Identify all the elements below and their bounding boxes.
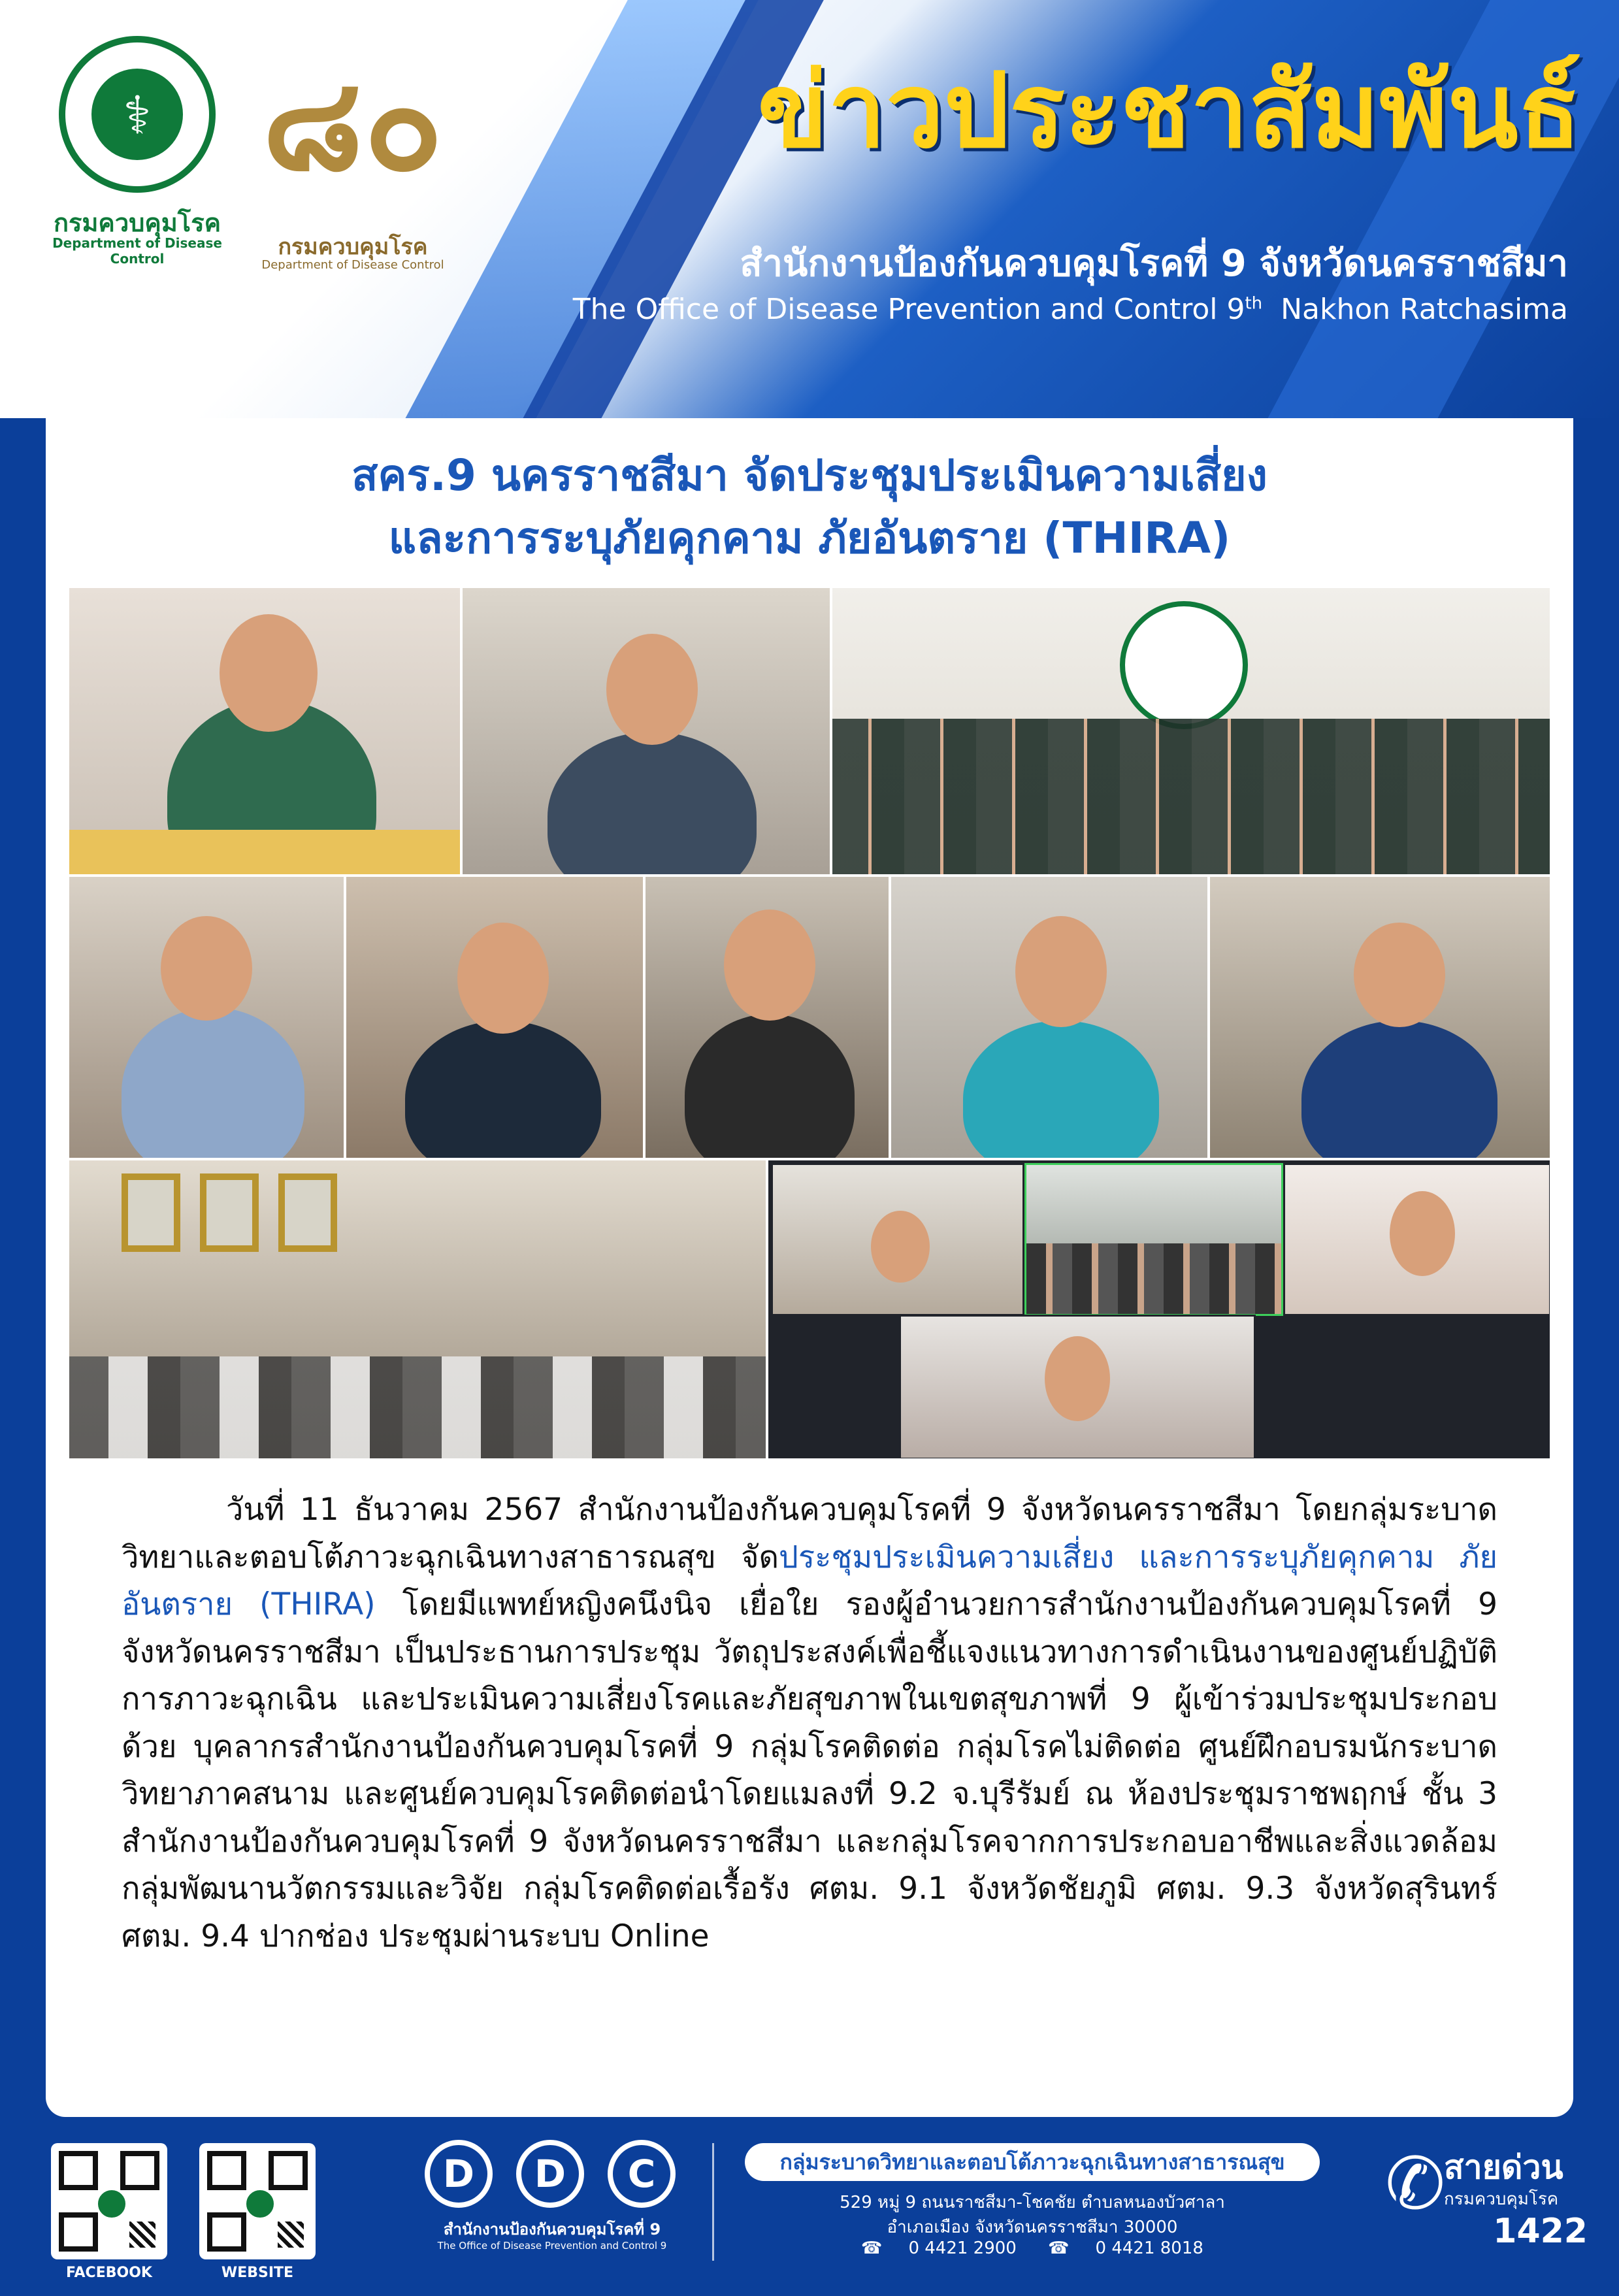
person-figure bbox=[548, 732, 757, 874]
hotline-subtitle: กรมควบคุมโรค bbox=[1444, 2189, 1559, 2209]
photo-group bbox=[832, 588, 1550, 874]
photo-participant bbox=[891, 877, 1207, 1158]
phone-number-2[interactable]: 0 4421 8018 bbox=[1095, 2239, 1203, 2258]
office-name-th: สำนักงานป้องกันควบคุมโรคที่ 9 จังหวัดนครราชสีมา bbox=[740, 242, 1568, 285]
ddc-office-name: สำนักงานป้องกันควบคุมโรคที่ 9 bbox=[443, 2220, 661, 2239]
qr-finder bbox=[59, 2151, 98, 2190]
phone-handset-icon: ✆ bbox=[1385, 2142, 1446, 2225]
phone-numbers bbox=[745, 2239, 1320, 2258]
qr-logo bbox=[95, 2188, 128, 2220]
person-head bbox=[161, 916, 252, 1021]
headline bbox=[46, 444, 1573, 570]
ddc-logo-letter: C bbox=[608, 2140, 676, 2208]
phone-icon: ☎ bbox=[1048, 2239, 1070, 2258]
anniversary-number: ๘๐ bbox=[262, 47, 444, 201]
ddc-office-name-en: The Office of Disease Prevention and Control 9 bbox=[437, 2240, 667, 2252]
qr-label-website: WEBSITE bbox=[221, 2265, 294, 2281]
qr-finder bbox=[120, 2151, 159, 2190]
headline-line-1: สคร.9 นครราชสีมา จัดประชุมประเมินความเสี่ยง bbox=[352, 450, 1267, 500]
qr-code-facebook[interactable] bbox=[51, 2143, 167, 2259]
video-tile bbox=[1283, 1163, 1550, 1316]
anniversary-logo bbox=[258, 26, 448, 216]
office-name-en-city: Nakhon Ratchasima bbox=[1262, 293, 1568, 326]
photo-online-meeting bbox=[768, 1160, 1550, 1458]
qr-pattern bbox=[278, 2222, 304, 2248]
hotline-title: สายด่วน bbox=[1444, 2148, 1563, 2186]
office-name-en bbox=[523, 293, 1568, 326]
anniversary-label: กรมควบคุมโรค bbox=[278, 234, 428, 260]
qr-finder bbox=[207, 2151, 246, 2190]
article-body bbox=[122, 1486, 1497, 1960]
page-title: ข่าวประชาสัมพันธ์ bbox=[757, 51, 1581, 171]
person-head bbox=[1045, 1336, 1110, 1421]
qr-label-facebook: FACEBOOK bbox=[66, 2265, 152, 2281]
ministry-sublabel: Department of Disease Control bbox=[52, 235, 222, 267]
person-figure bbox=[122, 1008, 304, 1158]
anniversary-sublabel: Department of Disease Control bbox=[261, 258, 444, 272]
person-figure bbox=[405, 1021, 601, 1158]
group-people bbox=[832, 719, 1550, 874]
person-head bbox=[1390, 1191, 1455, 1276]
wall-portrait bbox=[200, 1173, 259, 1252]
person-head bbox=[606, 634, 698, 745]
person-head bbox=[1015, 916, 1107, 1027]
person-figure bbox=[1301, 1021, 1497, 1158]
ddc-logo-letter: D bbox=[425, 2140, 493, 2208]
ddc-logo-letter: D bbox=[516, 2140, 584, 2208]
office-name-en-main: The Office of Disease Prevention and Control 9 bbox=[572, 293, 1245, 326]
photo-participant bbox=[346, 877, 643, 1158]
footer-divider bbox=[712, 2143, 714, 2261]
phone-number-1[interactable]: 0 4421 2900 bbox=[908, 2239, 1017, 2258]
photo-participant bbox=[69, 877, 344, 1158]
video-tile bbox=[771, 1163, 1024, 1316]
qr-finder bbox=[269, 2151, 308, 2190]
photo-meeting-room bbox=[69, 1160, 766, 1458]
person-head bbox=[724, 910, 815, 1021]
qr-finder bbox=[207, 2212, 246, 2252]
ministry-logo bbox=[59, 36, 216, 193]
address-line-2: อำเภอเมือง จังหวัดนครราชสีมา 30000 bbox=[887, 2218, 1178, 2237]
qr-logo bbox=[244, 2188, 276, 2220]
meeting-table bbox=[69, 1356, 766, 1458]
person-head bbox=[220, 614, 318, 732]
ministry-emblem bbox=[1120, 601, 1248, 729]
article-body-part-2: โดยมีแพทย์หญิงคนึงนิจ เยื่อใย รองผู้อำนวยการสำนักงานป้องกันควบคุมโรคที่ 9 จังหวัดนครราชสีมา เป็นประธานการประชุม วัตถุประสงค์เพื่อชี้แจงแนวทางการดำเนินงานของศูนย์ปฏิบัติการภาวะฉุกเฉิน และประเมินความเสี่ยงโรคและภัยสุขภาพในเขตสุขภาพที่ 9 ผู้เข้าร่วมประชุมประกอบด้วย บุคลากรสำนักงานป้องกันควบคุมโรคที่ 9 กลุ่มโรคติดต่อ กลุ่มโรคไม่ติดต่อ ศูนย์ฝึกอบรมนักระบาดวิทยาภาคสนาม และศูนย์ควบคุมโรคติดต่อนำโดยแมลงที่ 9.2 จ.บุรีรัมย์ ณ ห้องประชุมราชพฤกษ์ ชั้น 3 สำนักงานป้องกันควบคุมโรคที่ 9 จังหวัดนครราชสีมา และกลุ่มโรคจากการประกอบอาชีพและสิ่งแวดล้อม กลุ่มพัฒนานวัตกรรมและวิจัย กลุ่มโรคติดต่อเรื้อรัง ศตม. 9.1 จังหวัดชัยภูมิ ศตม. 9.3 จังหวัดสุรินทร์ ศตม. 9.4 ปากช่อง ประชุมผ่านระบบ Online bbox=[122, 1586, 1498, 1954]
article-body-part-1: วันที่ 11 ธันวาคม 2567 สำนักงานป้องกันควบคุมโรคที่ 9 จังหวัดนครราชสีมา โดยกลุ่มระบาดวิทยาและตอบโต้ภาวะฉุกเฉินทางสาธารณสุข จัด bbox=[122, 1492, 1497, 1575]
video-group bbox=[1026, 1243, 1281, 1314]
hotline-number[interactable]: 1422 bbox=[1493, 2212, 1588, 2251]
person-head bbox=[457, 923, 549, 1034]
ministry-label: กรมควบคุมโรค bbox=[53, 208, 221, 237]
office-name-en-sup: th bbox=[1245, 293, 1263, 314]
person-figure bbox=[963, 1021, 1159, 1158]
person-head bbox=[1354, 923, 1445, 1027]
group-name-badge: กลุ่มระบาดวิทยาและตอบโต้ภาวะฉุกเฉินทางสาธารณสุข bbox=[745, 2143, 1320, 2181]
ministry-logo-inner bbox=[91, 69, 183, 160]
photo-participant bbox=[1210, 877, 1550, 1158]
wall-portrait bbox=[122, 1173, 180, 1252]
wall-portrait bbox=[278, 1173, 337, 1252]
photo-participant bbox=[646, 877, 889, 1158]
qr-finder bbox=[59, 2212, 98, 2252]
video-tile-active bbox=[1024, 1163, 1283, 1316]
video-tile bbox=[899, 1315, 1256, 1458]
person-head bbox=[871, 1211, 930, 1283]
person-figure bbox=[685, 1014, 855, 1158]
address-line-1: 529 หมู่ 9 ถนนราชสีมา-โชคชัย ตำบลหนองบัวศาลา bbox=[840, 2193, 1225, 2212]
headline-line-2: และการระบุภัยคุกคาม ภัยอันตราย (THIRA) bbox=[388, 513, 1231, 563]
article-body-highlight: ประชุมประเมินความเสี่ยง และการระบุภัยคุกคาม ภัยอันตราย (THIRA) bbox=[122, 1539, 1498, 1622]
caduceus-icon: ⚕ bbox=[123, 85, 152, 146]
phone-icon: ☎ bbox=[861, 2239, 883, 2258]
qr-pattern bbox=[129, 2222, 155, 2248]
photo-chairperson bbox=[69, 588, 460, 874]
desk-flowers bbox=[69, 830, 460, 874]
photo-participant bbox=[463, 588, 830, 874]
qr-code-website[interactable] bbox=[199, 2143, 316, 2259]
